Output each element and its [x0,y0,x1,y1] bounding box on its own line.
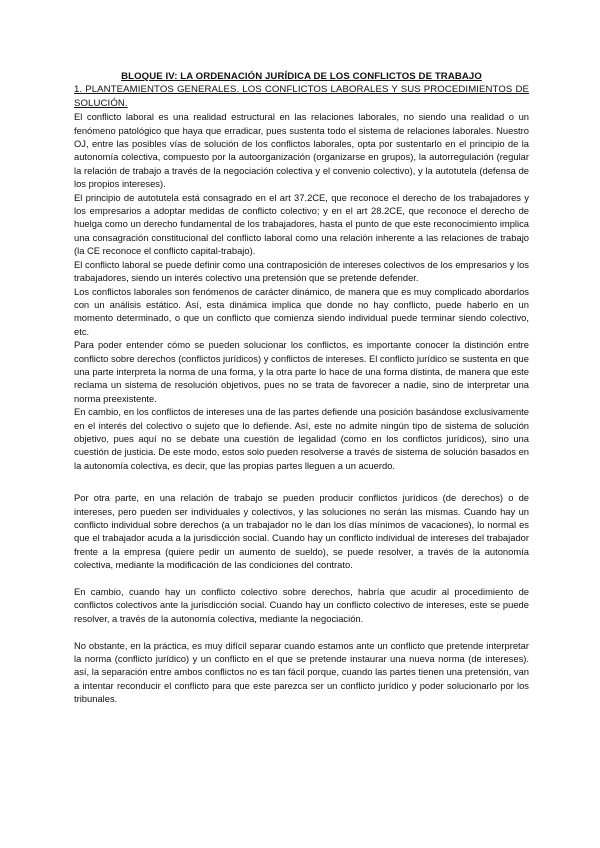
section-heading-text: PLANTEAMIENTOS GENERALES. LOS CONFLICTOS LABORALES Y SUS PROCEDIMIENTOS DE SOLUCIÓN. [74,84,529,109]
paragraph: Para poder entender cómo se pueden solucionar los conflictos, es importante conocer la distinción entre conflicto sobre derechos (conflictos jurídicos) y conflictos de intereses. El conflicto jurídico se sustenta en que una parte interpreta la norma de una forma, y la otra parte lo hace de una forma distinta, de manera que este reclama un sistema de resolución objetivos, pues no se trata de favorecer a nadie, sino de interpretar una norma preexistente. [74,339,529,404]
paragraph: En cambio, cuando hay un conflicto colectivo sobre derechos, habría que acudir al procedimiento de conflictos colectivos ante la jurisdicción social. Cuando hay un conflicto colectivo de intereses, este se puede resolver, a través de la autonomía colectiva, mediante la negociación. [74,586,529,624]
paragraph: El conflicto laboral es una realidad estructural en las relaciones laborales, no siendo una realidad o un fenómeno patológico que haya que erradicar, pues sustenta todo el sistema de relaciones laborales. Nuestro OJ, entre las posibles vías de solución de los conflictos laborales, opta por sustentarlo en el principio de la autonomía colectiva, compuesto por la autoorganización (organizarse en grupos), la autorregulación (regular la relación de trabajo a través de la negociación colectiva y el convenio colectivo), y la autotutela (defensa de los propios intereses). [74,111,529,190]
paragraph: En cambio, en los conflictos de intereses una de las partes defiende una posición basándose exclusivamente en el interés del colectivo o sujeto que lo defiende. Así, este no admite ningún tipo de sistema de solución objetivo, pues aquí no se debate una cuestión de legalidad (como en los conflictos jurídicos), sino una cuestión de justicia. De este modo, estos solo pueden resolverse a través de sistema de solución basados en la autonomía colectiva, es decir, que las propias partes lleguen a un acuerdo. [74,406,529,471]
paragraph: El principio de autotutela está consagrado en el art 37.2CE, que reconoce el derecho de los trabajadores y los empresarios a adoptar medidas de conflicto colectivo; y en el art 28.2CE, que reconoce el derecho de huelga como un derecho fundamental de los trabajadores, hasta el punto de que este reconocimiento implica una consagración constitucional del conflicto laboral como una relación inherente a las relaciones de trabajo (la CE reconoce el conflicto capital-trabajo). [74,191,529,257]
section-number: 1. [74,84,83,96]
page-title: BLOQUE IV: LA ORDENACIÓN JURÍDICA DE LOS CONFLICTOS DE TRABAJO [121,71,482,82]
section-heading [74,83,529,110]
paragraph: No obstante, en la práctica, es muy difícil separar cuando estamos ante un conflicto que pretende interpretar la norma (conflicto jurídico) y un conflicto en el que se pretende instaurar una nueva norma (de intereses). así, la separación entre ambos conflictos no es tan fácil porque, cuando las partes tienen una pretensión, van a intentar reconducir el conflicto para que este parezca ser un conflicto jurídico y poder solucionarlo por los tribunales. [74,639,529,705]
paragraph: Los conflictos laborales son fenómenos de carácter dinámico, de manera que es muy complicado abordarlos con un análisis estático. Así, esta dinámica implica que donde no hay conflicto, puede haberlo en un momento determinado, o que un conflicto que comienza siendo individual puede terminar siendo colectivo, etc. [74,285,529,337]
document-page [74,70,529,706]
paragraph: El conflicto laboral se puede definir como una contraposición de intereses colectivos de los empresarios y los trabajadores, siendo un interés colectivo una pretensión que se pretende defender. [74,258,529,284]
paragraph: Por otra parte, en una relación de trabajo se pueden producir conflictos jurídicos (de derechos) o de intereses, pero pueden ser individuales y colectivos, y las soluciones no serán las mismas. Cuando hay un conflicto individual sobre derechos (a un trabajador no le dan los días mínimos de vacaciones), lo normal es que el trabajador acuda a la jurisdicción social. Cuando hay un conflicto individual de intereses del trabajador frente a la empresa (quiere pedir un aumento de sueldo), se puede resolver, a través de la autonomía colectiva, mediante la modificación de las condiciones del contrato. [74,492,529,571]
